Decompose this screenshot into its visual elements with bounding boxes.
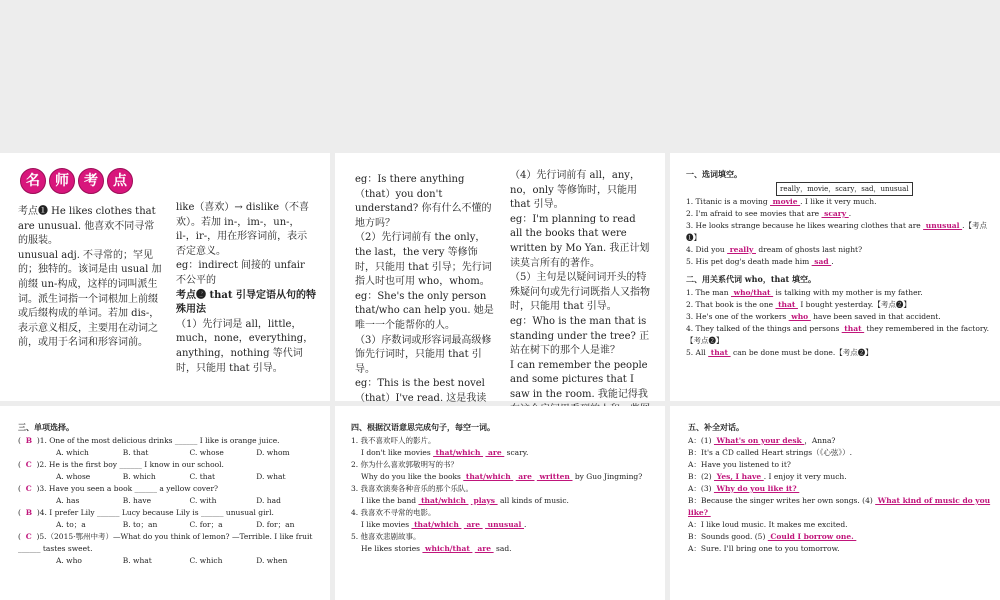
mc-option: A. to；a (56, 520, 86, 529)
slide-translation (335, 406, 665, 600)
mc-option: B. to；an (122, 520, 158, 529)
mc-option: C. that (189, 472, 216, 481)
mc-question-text: )4. I prefer Lily ______ Lucy because Lily is ______ unusual girl. (32, 508, 274, 517)
answer-blank: that (841, 324, 865, 333)
answer-blank: unusual (923, 221, 963, 230)
dialogue-title: 五、补全对话。 (688, 422, 744, 432)
answer-blank: What's on your desk (713, 436, 805, 445)
text-segment: Why do you like the books (361, 472, 464, 481)
part2-title: 二、用关系代词 who，that 填空。 (686, 274, 816, 284)
open-paren: ( (18, 508, 26, 517)
answer-blank: sad (811, 257, 832, 266)
slide-dialogue (670, 406, 1000, 600)
chinese-sentence: 1. 我不喜欢吓人的影片。 (351, 436, 436, 445)
answer-blank: unusual (485, 520, 524, 529)
fill-item (686, 287, 991, 299)
fill-item (686, 299, 991, 311)
answer-blank: who (788, 312, 811, 321)
s2-col2-p2: eg：I'm planning to read all the books that were written by Mo Yan. 我正计划读莫言所有的著作。 (510, 213, 650, 269)
mc-answer: C (25, 460, 32, 469)
mc-question (18, 435, 323, 447)
text-segment: I like the band (361, 496, 419, 505)
slide-multiple-choice (0, 406, 330, 600)
mc-answer: C (25, 532, 32, 541)
fill-item (686, 347, 991, 359)
mc-question-text: )1. One of the most delicious drinks ______ I like is orange juice. (32, 436, 280, 445)
logo-char: 考 (78, 168, 104, 194)
text-segment: can be done must be done.【考点❷】 (730, 348, 873, 357)
text-segment: . (524, 520, 527, 529)
s2-col1-p2: （2）先行词前有 the only，the last，the very 等修饰时，只能用 that 引导；先行词指人时也可用 who，whom。 (355, 232, 492, 288)
mc-option: B. have (122, 496, 152, 505)
english-sentence (351, 543, 656, 555)
open-paren: ( (18, 436, 26, 445)
answer-blank: Why do you like it? (713, 484, 800, 493)
answer-blank: which/that (422, 544, 473, 553)
fill-item (686, 220, 991, 244)
answer-blank: really (727, 245, 756, 254)
answer-blank: Yes, I have (714, 472, 764, 481)
s2-col1 (355, 173, 495, 421)
text-segment: He likes stories (361, 544, 423, 553)
dialogue-line (688, 471, 993, 483)
s2-col2 (510, 169, 650, 432)
s1-col2-p1: like（喜欢）→ dislike（不喜欢）。若加 in-，im-，un-，il-，ir-，用在形容词前，表示否定意义。 (176, 202, 310, 257)
mc-question (18, 507, 323, 519)
chinese-sentence: 2. 你为什么喜欢郭敬明写的书？ (351, 460, 459, 469)
word-box: really，movie，scary，sad，unusual (776, 182, 913, 196)
answer-blank: that/which (411, 520, 462, 529)
mc-question (18, 459, 323, 471)
answer-blank: scary (821, 209, 849, 218)
fill-item (686, 256, 991, 268)
s2-col2-p1: （4）先行词前有 all，any，no，only 等修饰时，只能用 that 引导。 (510, 170, 640, 211)
mc-question-text: )3. Have you seen a book ______ a yellow cover? (31, 484, 219, 493)
famous-teacher-logo (20, 168, 133, 194)
mc-options (18, 447, 323, 459)
answer-blank: that/which (418, 496, 469, 505)
text-segment: I bought yesterday.【考点❷】 (797, 300, 911, 309)
dialogue-line (688, 483, 993, 495)
chinese-sentence: 3. 我喜欢演奏各种音乐的那个乐队。 (351, 484, 474, 493)
text-segment: B：Because the singer writes her own songs. (4) (688, 496, 876, 505)
mc-options (18, 471, 323, 483)
answer-blank: movie (770, 197, 801, 206)
text-segment: all kinds of music. (497, 496, 569, 505)
dialogue-list (688, 435, 993, 555)
part1-list (686, 196, 991, 268)
dialogue-line (688, 531, 993, 543)
mc-option: B. that (122, 448, 149, 457)
text-segment: A：(1) (688, 436, 714, 445)
dialogue-line (688, 459, 993, 471)
s2-col1-p1: eg：Is there anything（that）you don't understand? 你有什么不懂的地方吗？ (355, 174, 492, 229)
s2-col1-p4: （3）序数词或形容词最高级修饰先行词时，只能用 that 引导。 (355, 334, 492, 375)
english-sentence (351, 447, 656, 459)
text-segment: A：Have you listened to it? (688, 460, 791, 469)
text-segment: 5. His pet dog's death made him (686, 257, 812, 266)
mc-option: C. with (189, 496, 217, 505)
s2-col2-p5: I can remember the people and some pictures that I saw in the room. 我能记得我 (510, 359, 648, 400)
answer-blank: that (708, 348, 731, 357)
mc-option: D. what (256, 472, 286, 481)
s1-col1 (18, 205, 164, 351)
mc-option: A. has (56, 496, 80, 505)
fill-item (686, 244, 991, 256)
text-segment: 3. He's one of the workers (686, 312, 789, 321)
mc-option: C. which (189, 556, 223, 565)
open-paren: ( (18, 532, 26, 541)
answer-blank: What kind of music do you like? (688, 496, 991, 517)
text-segment: . I enjoy it very much. (763, 472, 847, 481)
fill-item (686, 196, 991, 208)
text-segment: 4. Did you (686, 245, 728, 254)
s1-col1-p2: unusual adj. 不寻常的；罕见的；独特的。该词是由 usual 加前缀 un-构成，这样的词叫派生词。派生词指一个词根加上前缀或后缀构成的单词。若加 dis-，表示意义相反，主要用在动词之前，或用于名词和形容词前。 (18, 249, 162, 349)
mc-title: 三、单项选择。 (18, 422, 74, 432)
chinese-sentence: 4. 我喜欢不寻常的电影。 (351, 508, 436, 517)
text-segment: I like movies (361, 520, 412, 529)
mc-question-text: )2. He is the first boy ______ I know in our school. (31, 460, 224, 469)
mc-answer: B (25, 508, 33, 517)
mc-option: D. when (256, 556, 288, 565)
answer-blank: that (775, 300, 798, 309)
s1-col2-p2: eg：indirect 间接的 unfair 不公平的 (176, 260, 305, 286)
translation-title: 四、根据汉语意思完成句子，每空一词。 (351, 422, 495, 432)
mc-question (18, 483, 323, 495)
s2-col1-p5: eg：This is the best novel（that）I've read. 这是我读 (355, 378, 487, 404)
text-segment: 3. He looks strange because he likes wearing clothes that are (686, 221, 924, 230)
mc-option: A. which (56, 448, 89, 457)
mc-answer: B (25, 436, 33, 445)
s6-content (688, 422, 993, 555)
text-segment: have been saved in that accident. (810, 312, 941, 321)
mc-option: A. who (56, 556, 82, 565)
text-segment: . (848, 209, 852, 218)
s1-col2-p4: （1）先行词是 all，little，much，none，everything，anything，nothing 等代词时，只能用 that 引导。 (176, 318, 314, 374)
text-segment: 5. All (686, 348, 709, 357)
s2-col2-p4: eg：Who is the man that is standing under the tree? 正站在树下的那个人是谁？ (510, 315, 650, 357)
logo-char: 师 (49, 168, 75, 194)
text-segment: 1. Titanic is a moving (686, 197, 771, 206)
answer-blank: that/which (433, 448, 484, 457)
text-segment: . (831, 257, 834, 266)
text-segment: A：(3) (688, 484, 714, 493)
text-segment: ，Anna? (804, 436, 836, 445)
fill-item (686, 323, 991, 347)
text-segment: they remembered in the factory.【考点❷】 (686, 324, 990, 345)
mc-question-text: )5.（2015·鄂州中考）—What do you think of lemon? —Terrible. I like fruit ______ tastes sweet. (18, 532, 313, 553)
fill-item (686, 311, 991, 323)
chinese-sentence: 5. 他喜欢悲剧故事。 (351, 532, 421, 541)
dialogue-line (688, 519, 993, 531)
s4-content (18, 422, 323, 567)
open-paren: ( (18, 460, 26, 469)
text-segment: B：Sounds good. (5) (688, 532, 768, 541)
mc-option: C. whose (189, 448, 224, 457)
mc-options (18, 519, 323, 531)
english-sentence (351, 471, 656, 483)
mc-option: A. whose (56, 472, 91, 481)
answer-blank: who/that (731, 288, 774, 297)
text-segment: 2. I'm afraid to see movies that are (686, 209, 822, 218)
slide-key-points-2 (335, 153, 665, 404)
open-paren: ( (18, 484, 26, 493)
mc-option: B. which (122, 472, 156, 481)
text-segment: B：(2) (688, 472, 715, 481)
s1-col1-p1: 考点❶ He likes clothes that are unusual. 他喜欢不同寻常的服装。 (18, 206, 156, 247)
logo-char: 点 (107, 168, 133, 194)
part1-title: 一、选词填空。 (686, 169, 742, 179)
mc-option: B. what (122, 556, 152, 565)
text-segment: 1. The man (686, 288, 731, 297)
answer-blank: plays (470, 496, 498, 505)
text-segment: 4. They talked of the things and persons (686, 324, 842, 333)
dialogue-line (688, 543, 993, 555)
mc-question (18, 531, 323, 555)
mc-answer: C (25, 484, 32, 493)
mc-option: D. for；an (256, 520, 295, 529)
s2-col1-p3: eg：She's the only person that/who can help you. 她是唯一一个能帮你的人。 (355, 290, 494, 331)
text-segment: is talking with my mother is my father. (773, 288, 923, 297)
mc-options (18, 555, 323, 567)
answer-blank: Could I borrow one. (767, 532, 857, 541)
text-segment: A：I like loud music. It makes me excited. (688, 520, 848, 529)
text-segment: dream of ghosts last night? (755, 245, 863, 254)
text-segment: .【考点❶】 (686, 221, 987, 242)
mc-list (18, 435, 323, 567)
dialogue-line (688, 447, 993, 459)
text-segment: B：It's a CD called Heart strings（《心弦》）. (688, 448, 853, 457)
answer-blank: that/which (463, 472, 514, 481)
answer-blank: are (515, 472, 535, 481)
s1-col2-p3: 考点❷ that 引导定语从句的特殊用法 (176, 289, 316, 316)
answer-blank: are (474, 544, 494, 553)
part2-list (686, 287, 991, 359)
logo-char: 名 (20, 168, 46, 194)
mc-option: D. had (256, 496, 281, 505)
text-segment: by Guo Jingming? (572, 472, 643, 481)
mc-option: C. for；a (189, 520, 223, 529)
text-segment: 2. That book is the one (686, 300, 776, 309)
answer-blank: are (463, 520, 483, 529)
fill-item (686, 208, 991, 220)
mc-option: D. whom (256, 448, 290, 457)
s2-col2-p3: （5）主句是以疑问词开头的特殊疑问句或先行词既指人又指物时，只能用 that 引导。 (510, 272, 650, 313)
s3-content (686, 169, 991, 359)
mc-options (18, 495, 323, 507)
dialogue-line (688, 435, 993, 447)
text-segment: sad. (493, 544, 512, 553)
answer-blank: written (536, 472, 573, 481)
dialogue-line (688, 495, 993, 519)
english-sentence (351, 495, 656, 507)
text-segment: . I like it very much. (800, 197, 877, 206)
text-segment: I don't like movies (361, 448, 434, 457)
answer-blank: are (485, 448, 505, 457)
text-segment: A：Sure. I'll bring one to you tomorrow. (688, 544, 840, 553)
s5-content (351, 422, 656, 555)
translation-list (351, 435, 656, 555)
english-sentence (351, 519, 656, 531)
s1-col2 (176, 201, 316, 376)
text-segment: scary. (504, 448, 529, 457)
